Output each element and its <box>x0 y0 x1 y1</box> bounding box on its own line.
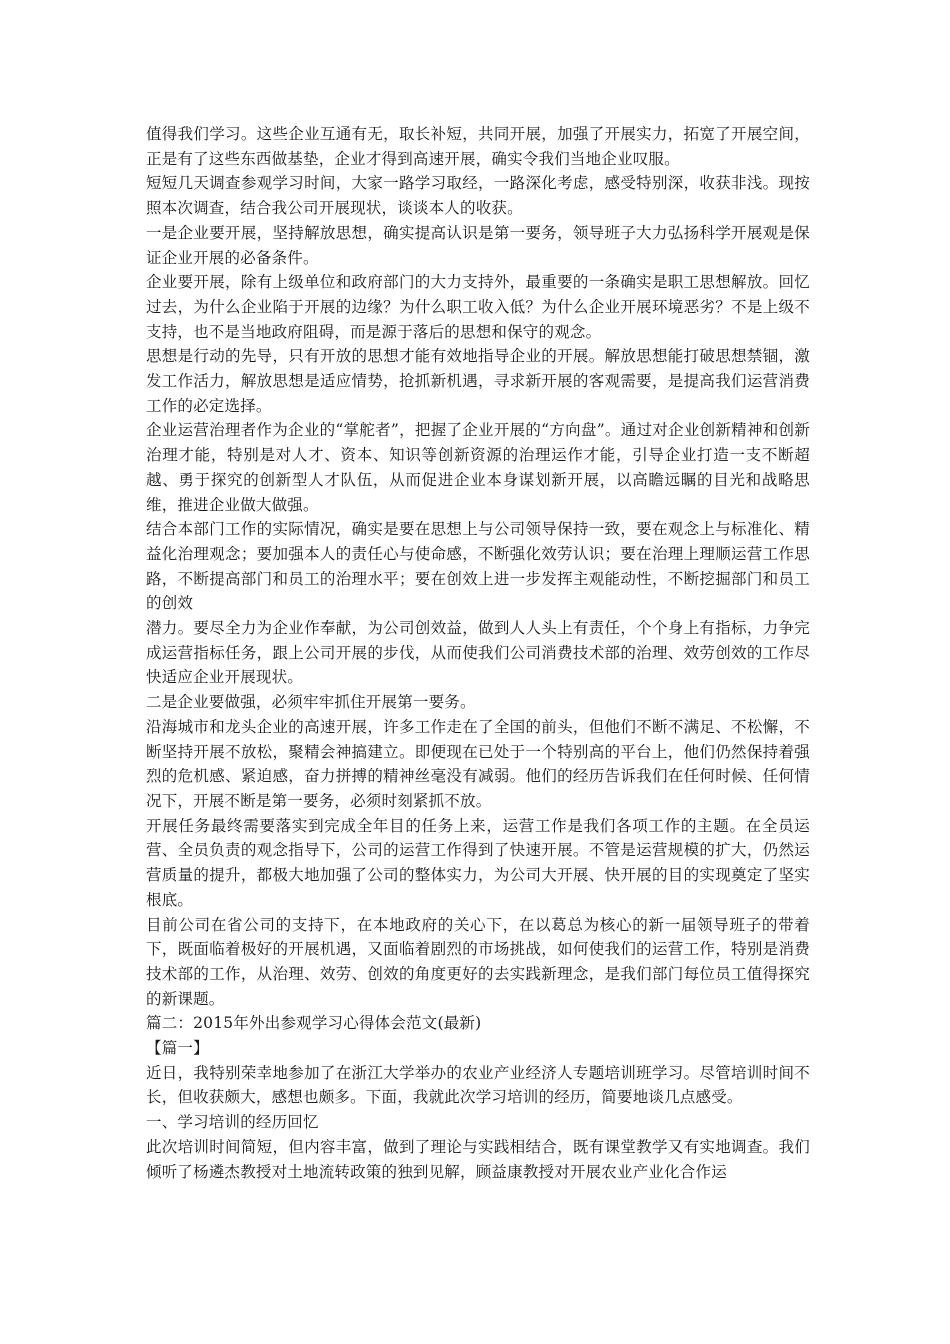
paragraph: 结合本部门工作的实际情况，确实是要在思想上与公司领导保持一致，要在观念上与标准化、精益化治理观念；要加强本人的责任心与使命感，不断强化效劳认识；要在治理上理顺运营工作思路，不断提高部门和员工的治理水平；要在创效上进一步发挥主观能动性，不断挖掘部门和员工的创效 <box>146 520 810 613</box>
paragraph: 思想是行动的先导，只有开放的思想才能有效地指导企业的开展。解放思想能打破思想禁锢，激发工作活力，解放思想是适应情势，抢抓新机遇，寻求新开展的客观需要，是提高我们运营消费工作的必定选择。 <box>146 347 810 415</box>
section-heading: 篇二：2015年外出参观学习心得体会范文(最新) <box>146 1014 482 1033</box>
paragraph: 沿海城市和龙头企业的高速开展，许多工作走在了全国的前头，但他们不断不满足、不松懈，不断坚持开展不放松，聚精会神搞建立。即便现在已处于一个特别高的平台上，他们仍然保持着强烈的危机感、紧迫感，奋力拼搏的精神丝毫没有减弱。他们的经历告诉我们在任何时候、任何情况下，开展不断是第一要务，必须时刻紧抓不放。 <box>146 717 810 810</box>
subheading: 一、学习培训的经历回忆 <box>146 1113 319 1132</box>
paragraph: 潜力。要尽全力为企业作奉献，为公司创效益，做到人人头上有责任，个个身上有指标，力争完成运营指标任务，跟上公司开展的步伐，从而使我们公司消费技术部的治理、效劳创效的工作尽快适应企业开展现状。 <box>146 619 810 687</box>
paragraph: 企业运营治理者作为企业的“掌舵者”，把握了企业开展的“方向盘”。通过对企业创新精神和创新治理才能，特别是对人才、资本、知识等创新资源的治理运作才能，引导企业打造一支不断超越、勇于探究的创新型人才队伍，从而促进企业本身谋划新开展，以高瞻远瞩的目光和战略思维，推进企业做大做强。 <box>146 421 810 514</box>
subsection-heading: 【篇一】 <box>146 1039 209 1058</box>
paragraph: 二是企业要做强，必须牢牢抓住开展第一要务。 <box>146 693 476 712</box>
paragraph: 值得我们学习。这些企业互通有无，取长补短，共同开展，加强了开展实力，拓宽了开展空间，正是有了这些东西做基垫，企业才得到高速开展，确实令我们当地企业叹服。 <box>146 125 810 168</box>
paragraph: 短短几天调查参观学习时间，大家一路学习取经，一路深化考虑，感受特别深，收获非浅。现按照本次调查，结合我公司开展现状，谈谈本人的收获。 <box>146 174 810 218</box>
paragraph: 企业要开展，除有上级单位和政府部门的大力支持外，最重要的一条确实是职工思想解放。回忆过去，为什么企业陷于开展的边缘？为什么职工收入低？为什么企业开展环境恶劣？不是上级不支持，也不是当地政府阻碍，而是源于落后的思想和保守的观念。 <box>146 273 810 341</box>
paragraph: 目前公司在省公司的支持下，在本地政府的关心下，在以葛总为核心的新一届领导班子的带着下，既面临着极好的开展机遇，又面临着剧烈的市场挑战，如何使我们的运营工作，特别是消费技术部的工作，从治理、效劳、创效的角度更好的去实践新理念，是我们部门每位员工值得探究的新课题。 <box>146 915 810 1008</box>
document-body <box>146 122 810 1184</box>
paragraph: 一是企业要开展，坚持解放思想，确实提高认识是第一要务，领导班子大力弘扬科学开展观是保证企业开展的必备条件。 <box>146 223 810 267</box>
paragraph: 此次培训时间简短，但内容丰富，做到了理论与实践相结合，既有课堂教学又有实地调查。我们倾听了杨遴杰教授对土地流转政策的独到见解，顾益康教授对开展农业产业化合作运 <box>146 1137 810 1181</box>
paragraph: 开展任务最终需要落实到完成全年目的任务上来，运营工作是我们各项工作的主题。在全员运营、全员负责的观念指导下，公司的运营工作得到了快速开展。不管是运营规模的扩大，仍然运营质量的提升，都极大地加强了公司的整体实力，为公司大开展、快开展的目的实现奠定了坚实根底。 <box>146 816 810 909</box>
paragraph: 近日，我特别荣幸地参加了在浙江大学举办的农业产业经济人专题培训班学习。尽管培训时间不长，但收获颇大，感想也颇多。下面，我就此次学习培训的经历，简要地谈几点感受。 <box>146 1063 810 1107</box>
